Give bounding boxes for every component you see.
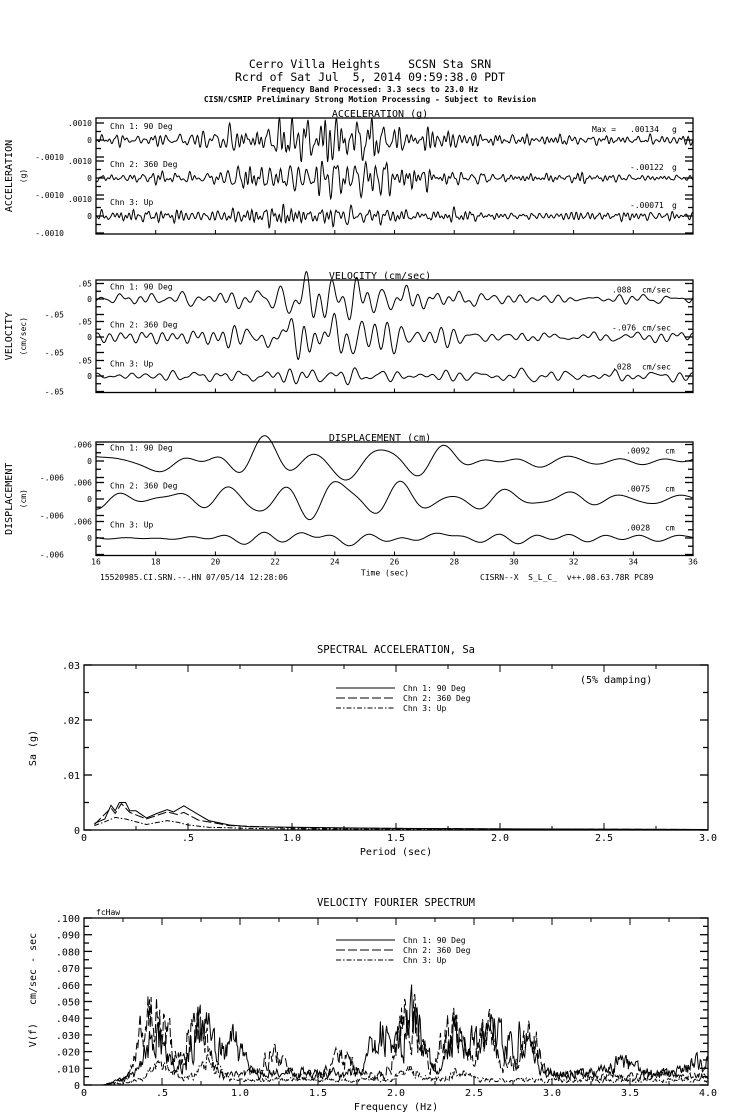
y-tick-label: 0 (87, 457, 92, 466)
peak-units: g (672, 163, 677, 172)
displacement-panel (4, 433, 698, 578)
x-tick-label: 4.0 (698, 1088, 718, 1099)
y-tick-label: .030 (55, 1030, 80, 1042)
plot-frame (84, 918, 708, 1085)
chart-title: SPECTRAL ACCELERATION, Sa (316, 644, 476, 656)
peak-value: .0028 (626, 523, 651, 533)
x-tick-label: 1.5 (386, 833, 406, 844)
peak-value: -.00071 (630, 201, 664, 210)
peak-value: -.076 (612, 323, 637, 333)
x-tick-label: 1.5 (308, 1088, 328, 1099)
displacement-title: DISPLACEMENT (cm) (328, 433, 432, 444)
x-tick-label: 3.0 (698, 833, 718, 844)
displacement-trace-2 (96, 481, 693, 519)
x-tick-label: 1.0 (282, 833, 302, 844)
acceleration-title: ACCELERATION (g) (331, 109, 429, 120)
y-tick-label: .040 (55, 1014, 80, 1026)
y-tick-label: .090 (55, 930, 80, 942)
chart-title: VELOCITY FOURIER SPECTRUM (316, 897, 476, 909)
legend-label: Chn 2: 360 Deg (403, 694, 471, 703)
x-tick-label: 16 (91, 557, 101, 567)
peak-units: cm (665, 523, 675, 533)
x-tick-label: 34 (628, 557, 639, 567)
y-tick-label: -.006 (39, 550, 64, 560)
frequency-band-note: Frequency Band Processed: 3.3 secs to 23.0 Hz (261, 85, 479, 94)
station-title: Cerro Villa Heights SCSN Sta SRN (248, 57, 492, 71)
x-tick-label: 24 (329, 557, 340, 567)
displacement-y-label: DISPLACEMENT (4, 462, 15, 535)
velocity-y-units: (cm/sec) (19, 316, 28, 356)
y-tick-label: -.05 (44, 310, 64, 320)
y-tick-label: 0 (87, 495, 92, 504)
y-tick-label: .050 (55, 997, 80, 1009)
x-tick-label: 18 (150, 557, 161, 567)
x-axis-label: Period (sec) (359, 847, 433, 858)
y-tick-label: .070 (55, 964, 80, 976)
legend-label: Chn 3: Up (403, 704, 447, 713)
damping-annotation: (5% damping) (580, 675, 653, 686)
x-tick-label: 30 (509, 557, 519, 567)
channel-label: Chn 1: 90 Deg (110, 282, 173, 292)
y-tick-label: .006 (72, 517, 92, 527)
y-tick-label: 0 (87, 136, 92, 145)
legend-label: Chn 3: Up (403, 956, 447, 965)
acceleration-trace-3 (96, 204, 693, 228)
x-tick-label: 22 (270, 557, 280, 567)
y-tick-label: .05 (77, 356, 92, 366)
acceleration-trace-1 (96, 117, 693, 162)
peak-units: g (672, 201, 677, 210)
x-tick-label: 26 (389, 557, 400, 567)
x-tick-label: 2.5 (594, 833, 614, 844)
plot-frame (84, 665, 708, 830)
y-tick-label: 0 (87, 212, 92, 221)
y-tick-label: 0 (87, 295, 92, 304)
peak-value: -.00122 (630, 163, 664, 172)
y-tick-label: -.006 (39, 473, 64, 483)
peak-units: g (672, 125, 677, 134)
y-tick-label: .0010 (67, 157, 92, 166)
channel-label: Chn 3: Up (110, 359, 154, 369)
y-tick-label: .020 (55, 1047, 80, 1059)
velocity-title: VELOCITY (cm/sec) (328, 271, 432, 282)
x-tick-label: .5 (181, 833, 195, 844)
displacement-frame (96, 442, 693, 556)
x-tick-label: 20 (210, 557, 221, 567)
sa-series-3 (94, 817, 708, 829)
x-axis-label: Time (sec) (360, 568, 410, 578)
y-tick-label: .01 (61, 771, 80, 782)
y-tick-label: .0010 (67, 119, 92, 128)
y-tick-label: 0 (87, 534, 92, 543)
y-axis-label: Sa (g) (28, 729, 39, 767)
y-tick-label: .080 (55, 947, 80, 959)
footer-record-id: 15520985.CI.SRN.--.HN 07/05/14 12:28:06 (100, 573, 288, 582)
acceleration-y-units: (g) (19, 168, 28, 184)
peak-value: .0092 (626, 446, 651, 456)
acceleration-panel (4, 109, 693, 238)
peak-units: cm/sec (642, 285, 671, 295)
peak-units: cm (665, 446, 675, 456)
y-tick-label: 0 (87, 333, 92, 342)
legend-label: Chn 1: 90 Deg (403, 684, 466, 693)
velocity-y-label: VELOCITY (4, 312, 15, 361)
y-tick-label: -.05 (44, 387, 64, 397)
peak-value: .088 (612, 285, 632, 295)
y-tick-label: .010 (55, 1064, 80, 1076)
record-title: Rcrd of Sat Jul 5, 2014 09:59:38.0 PDT (234, 70, 506, 84)
x-tick-label: 28 (449, 557, 460, 567)
x-tick-label: 2.0 (490, 833, 510, 844)
sa-series-1 (94, 803, 708, 830)
x-tick-label: .5 (155, 1088, 169, 1099)
velocity-panel (4, 271, 693, 397)
y-tick-label: -.0010 (35, 153, 64, 162)
y-tick-label: .006 (72, 478, 92, 488)
velocity-trace-2 (96, 313, 693, 359)
y-tick-label: -.0010 (35, 191, 64, 200)
max-label: Max = (592, 125, 617, 134)
peak-units: cm/sec (642, 362, 671, 372)
legend-label: Chn 2: 360 Deg (403, 946, 471, 955)
channel-label: Chn 2: 360 Deg (110, 160, 178, 169)
channel-label: Chn 3: Up (110, 520, 154, 530)
y-tick-label: 0 (73, 1081, 80, 1092)
acceleration-trace-2 (96, 162, 693, 199)
y-tick-label: .100 (55, 914, 80, 925)
y-tick-label: .02 (61, 716, 80, 727)
x-axis-label: Frequency (Hz) (353, 1102, 439, 1113)
y-tick-label: .060 (55, 980, 80, 992)
y-tick-label: 0 (73, 826, 80, 837)
fourier-series-2 (97, 994, 709, 1085)
y-tick-label: .006 (72, 440, 92, 450)
x-tick-label: 0 (80, 833, 88, 844)
peak-units: cm (665, 484, 675, 494)
x-tick-label: 2.0 (386, 1088, 406, 1099)
peak-units: cm/sec (642, 323, 671, 333)
channel-label: Chn 2: 360 Deg (110, 320, 178, 330)
channel-label: Chn 1: 90 Deg (110, 122, 173, 131)
channel-label: Chn 3: Up (110, 198, 154, 207)
x-tick-label: 1.0 (230, 1088, 250, 1099)
displacement-trace-3 (96, 532, 693, 545)
footer-version: CISRN--X S_L_C_ v++.08.63.78R PC89 (480, 573, 654, 582)
peak-value: .0075 (626, 484, 651, 494)
channel-label: Chn 1: 90 Deg (110, 443, 173, 453)
processing-note: CISN/CSMIP Preliminary Strong Motion Processing - Subject to Revision (203, 95, 537, 104)
y-tick-label: .05 (77, 279, 92, 289)
y-tick-label: -.0010 (35, 229, 64, 238)
velocity-fourier-spectrum-chart (28, 897, 717, 1113)
velocity-trace-3 (96, 368, 693, 385)
y-tick-label: .03 (61, 661, 80, 672)
acceleration-y-label: ACCELERATION (4, 139, 15, 213)
displacement-y-units: (cm) (19, 489, 28, 509)
x-tick-label: 0 (80, 1088, 88, 1099)
x-tick-label: 3.0 (542, 1088, 562, 1099)
legend-label: Chn 1: 90 Deg (403, 936, 466, 945)
channel-label: Chn 2: 360 Deg (110, 481, 178, 491)
peak-value: .00134 (630, 125, 659, 134)
y-tick-label: 0 (87, 372, 92, 381)
spectral-acceleration-chart (28, 644, 717, 858)
peak-value: .028 (612, 362, 632, 372)
x-tick-label: 36 (688, 557, 698, 567)
x-tick-label: 32 (568, 557, 579, 567)
y-axis-label: V(f) cm/sec - sec (28, 932, 39, 1048)
y-tick-label: -.006 (39, 511, 64, 521)
y-tick-label: 0 (87, 174, 92, 183)
x-tick-label: 3.5 (620, 1088, 640, 1099)
x-tick-label: 2.5 (464, 1088, 484, 1099)
y-tick-label: .05 (77, 317, 92, 327)
corner-tag: fcHaw (96, 908, 121, 917)
y-tick-label: -.05 (44, 348, 64, 358)
y-tick-label: .0010 (67, 195, 92, 204)
